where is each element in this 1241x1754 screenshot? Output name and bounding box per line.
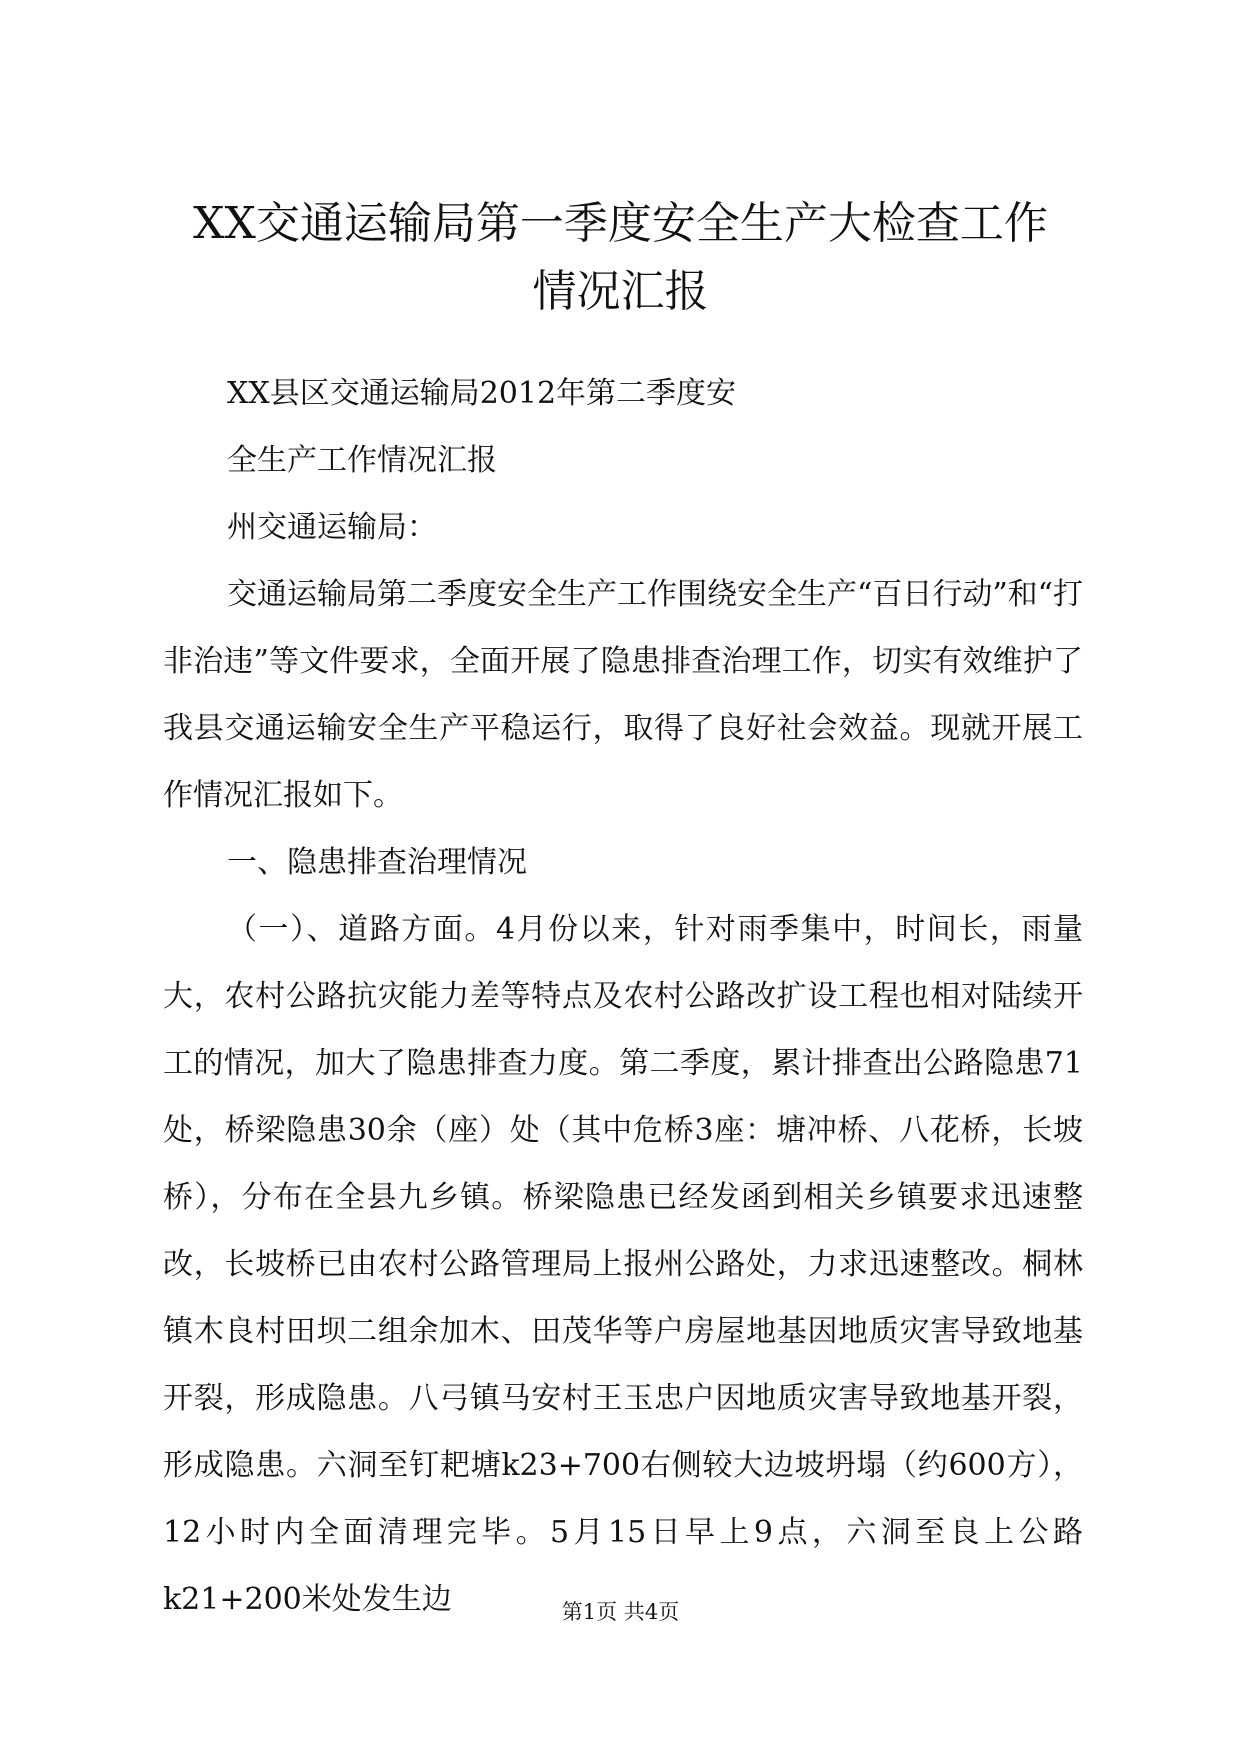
paragraph-roads: （一）、道路方面。4月份以来，针对雨季集中，时间长，雨量大，农村公路抗灾能力差等特点及农村公路改扩设工程也相对陆续开工的情况，加大了隐患排查力度。第二季度，累计排查出公路隐患71处，桥梁隐患30余（座）处（其中危桥3座：塘冲桥、八花桥，长坡桥），分布在全县九乡镇。桥梁隐患已经发函到相关乡镇要求迅速整改，长坡桥已由农村公路管理局上报州公路处，力求迅速整改。桐林镇木良村田坝二组余加木、田茂华等户房屋地基因地质灾害导致地基开裂，形成隐患。八弓镇马安村王玉忠户因地质灾害导致地基开裂，形成隐患。六洞至钉耙塘k23+700右侧较大边坡坍塌（约600方），12小时内全面清理完毕。5月15日早上9点，六洞至良上公路k21+200米处发生边 <box>163 912 1083 1617</box>
title-line-1: XX交通运输局第一季度安全生产大检查工作 <box>193 198 1048 249</box>
page-footer: 第1页 共4页 <box>561 1600 680 1624</box>
subtitle-line-1: XX县区交通运输局2012年第二季度安 <box>227 376 737 411</box>
document-title <box>0 190 1241 326</box>
document-body <box>163 360 1083 1633</box>
title-line-2: 情况汇报 <box>532 266 709 317</box>
salutation: 州交通运输局： <box>227 510 437 545</box>
subtitle-line-2: 全生产工作情况汇报 <box>227 443 497 478</box>
section-heading-1: 一、隐患排查治理情况 <box>227 845 527 880</box>
paragraph-intro: 交通运输局第二季度安全生产工作围绕安全生产“百日行动”和“打非治违”等文件要求，全面开展了隐患排查治理工作，切实有效维护了我县交通运输安全生产平稳运行，取得了良好社会效益。现就开展工作情况汇报如下。 <box>163 577 1084 813</box>
